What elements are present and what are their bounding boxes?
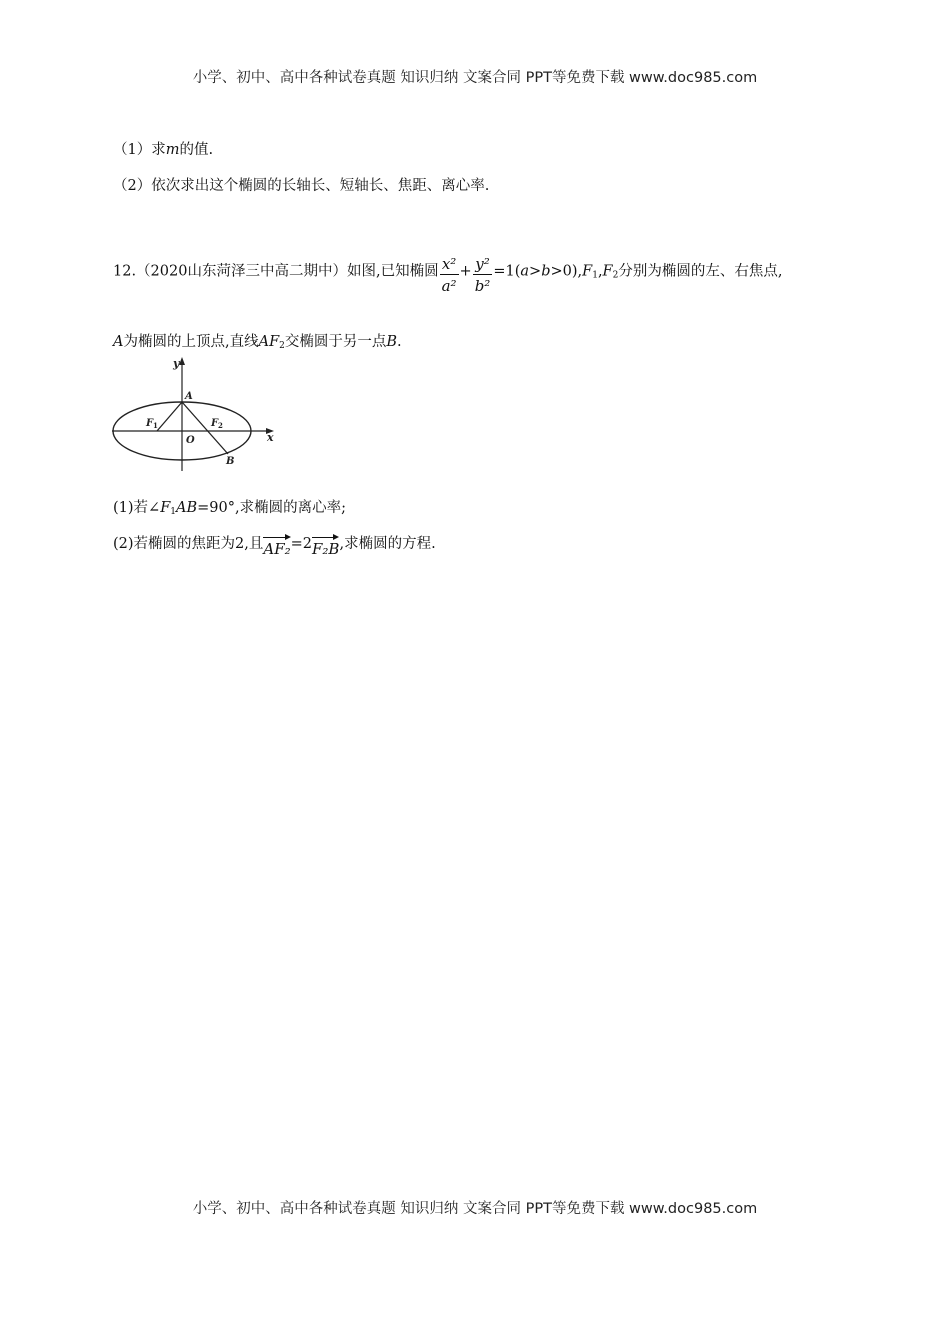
frac2-numerator: y² xyxy=(473,254,493,275)
fraction-x-over-a xyxy=(440,254,459,297)
problem-12-stem-line2 xyxy=(113,330,402,351)
q1-prefix: （1）求 xyxy=(113,142,166,158)
line2-mid: 为椭圆的上顶点,直线 xyxy=(123,334,259,350)
y-axis-arrow xyxy=(179,357,185,365)
q1-suffix: =90°,求椭圆的离心率; xyxy=(197,500,346,516)
q1-suffix: 的值. xyxy=(179,142,214,158)
sub-2: 2 xyxy=(612,270,619,281)
problem-12-question-2 xyxy=(113,532,436,558)
prev-question-2: （2）依次求出这个椭圆的长轴长、短轴长、焦距、离心率. xyxy=(113,178,490,194)
q1-F: F xyxy=(160,500,171,516)
label-F2-sub: 2 xyxy=(218,421,223,430)
eq-part1: =1( xyxy=(493,263,521,280)
label-O: O xyxy=(186,435,195,446)
q1-AB: AB xyxy=(176,500,198,516)
vector-F2B: F₂B xyxy=(312,534,339,558)
var-F2: F xyxy=(602,263,613,280)
frac1-denominator: a² xyxy=(441,277,457,295)
stem-suffix: 分别为椭圆的左、右焦点, xyxy=(618,263,783,280)
frac1-numerator: x² xyxy=(440,254,459,275)
gt1: > xyxy=(529,263,542,280)
frac2-denominator: b² xyxy=(474,277,491,295)
line-AF: AF xyxy=(258,334,280,350)
sub-2b: 2 xyxy=(279,341,285,351)
sub-1: 1 xyxy=(592,270,598,281)
comma: , xyxy=(597,263,603,280)
problem-prefix: 12.（2020山东菏泽三中高二期中）如图,已知椭圆 xyxy=(113,263,439,280)
vector-AF2: AF₂ xyxy=(263,534,290,558)
q2-prefix: (2)若椭圆的焦距为2,且 xyxy=(113,536,264,552)
gt2: >0), xyxy=(550,263,583,280)
label-F2: F xyxy=(211,418,219,429)
problem-12-stem xyxy=(113,250,782,293)
problem-12-question-1 xyxy=(113,496,346,517)
var-m: m xyxy=(165,142,180,158)
label-F1: F xyxy=(146,418,154,429)
label-A: A xyxy=(185,391,193,402)
plus-sign: + xyxy=(459,263,472,280)
q1-prefix: (1)若∠ xyxy=(113,500,161,516)
point-A: A xyxy=(113,334,124,350)
line2-period: . xyxy=(397,334,402,350)
prev-question-1 xyxy=(113,138,213,159)
segment-A-F1 xyxy=(157,402,182,431)
q2-eq: =2 xyxy=(290,536,313,552)
var-a: a xyxy=(520,263,530,280)
fraction-y-over-b xyxy=(473,254,493,297)
page-header: 小学、初中、高中各种试卷真题 知识归纳 文案合同 PPT等免费下载 www.doc985.com xyxy=(192,70,758,86)
var-F1: F xyxy=(582,263,593,280)
label-B: B xyxy=(226,456,235,467)
point-B: B xyxy=(386,334,398,350)
q1-sub: 1 xyxy=(170,507,176,517)
ellipse-figure xyxy=(110,353,285,475)
q2-suffix: ,求椭圆的方程. xyxy=(339,536,436,552)
var-b: b xyxy=(541,263,551,280)
line2-end: 交椭圆于另一点 xyxy=(284,334,387,350)
label-F1-sub: 1 xyxy=(153,421,158,430)
page-footer: 小学、初中、高中各种试卷真题 知识归纳 文案合同 PPT等免费下载 www.doc985.com xyxy=(192,1201,758,1217)
label-y: y xyxy=(173,357,180,370)
label-x: x xyxy=(267,431,274,444)
